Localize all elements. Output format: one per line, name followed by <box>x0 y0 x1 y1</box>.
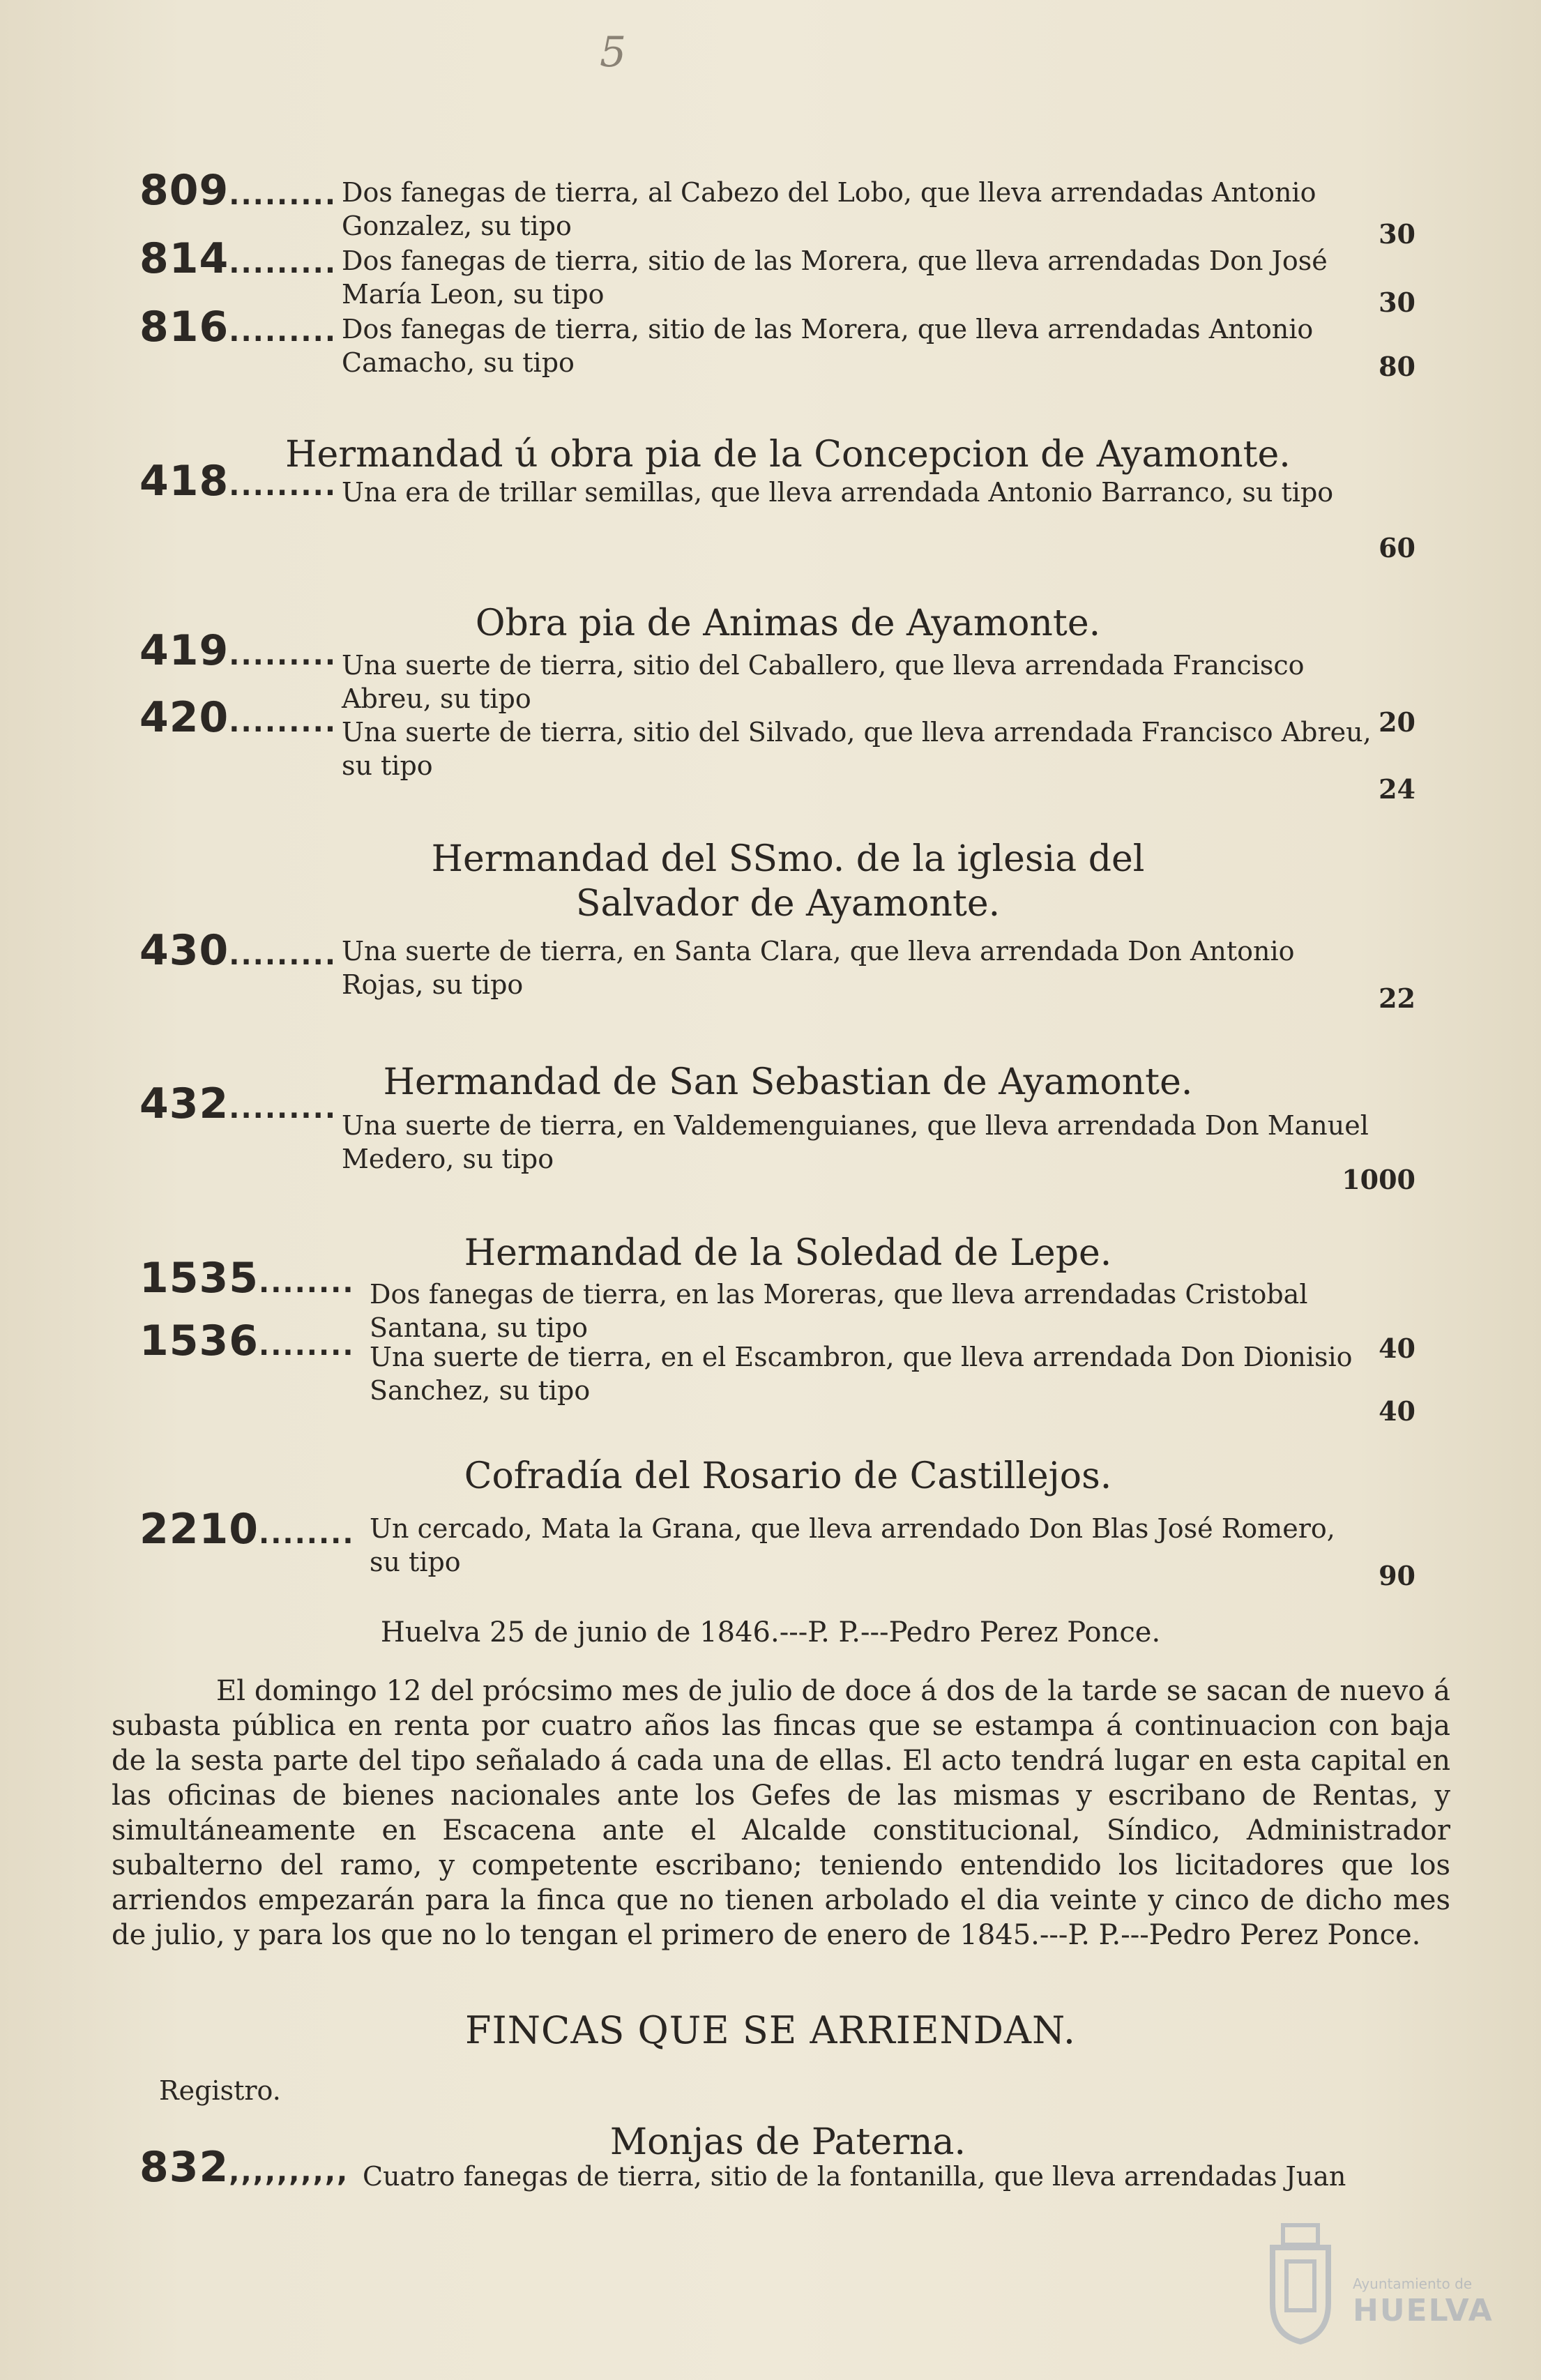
entry-text: Cuatro fanegas de tierra, sitio de la fontanilla, que lleva arrendadas Juan <box>363 2161 1346 2192</box>
entry-text: Una suerte de tierra, en Santa Clara, que lleva arrendada Don Antonio Rojas, su tipo <box>342 936 1295 1000</box>
entry-text: Una era de trillar semillas, que lleva arrendada Antonio Barranco, su tipo <box>342 477 1334 508</box>
heading-salvador: Hermandad del SSmo. de la iglesia del Salvador de Ayamonte. <box>431 838 1145 925</box>
entry-number: 832 <box>139 2143 229 2192</box>
entry-418: 418......... Una era de trillar semillas, que lleva arrendada Antonio Barranco, su tipo 60 <box>139 457 1415 563</box>
entry-number: 419 <box>139 626 229 675</box>
entry-809: 809......... Dos fanegas de tierra, al Cabezo del Lobo, que lleva arrendadas Antonio Gonzalez, su tipo 30 <box>139 166 1415 250</box>
entry-price: 40 <box>1379 1333 1415 1364</box>
entry-816: 816......... Dos fanegas de tierra, sitio de las Morera, que lleva arrendadas Antonio Camacho, su tipo 80 <box>139 303 1415 382</box>
section-title: FINCAS QUE SE ARRIENDAN. <box>464 2008 1077 2052</box>
entry-price: 22 <box>1379 983 1415 1014</box>
entry-832: 832,,,,,,,,,, Cuatro fanegas de tierra, sitio de la fontanilla, que lleva arrendadas Juan <box>139 2144 1436 2200</box>
entry-text: Una suerte de tierra, sitio del Caballero, que lleva arrendada Francisco Abreu, su tipo <box>342 650 1305 714</box>
entry-price: 90 <box>1379 1560 1415 1591</box>
entry-420: 420......... Una suerte de tierra, sitio del Silvado, que lleva arrendada Francisco Abreu, su tipo 24 <box>139 693 1415 805</box>
heading-soledad: Hermandad de la Soledad de Lepe. <box>464 1232 1112 1274</box>
entry-price: 1000 <box>1342 1164 1415 1195</box>
heading-san-sebastian: Hermandad de San Sebastian de Ayamonte. <box>383 1061 1193 1103</box>
entry-number: 420 <box>139 693 229 742</box>
entry-number: 816 <box>139 303 229 351</box>
entry-2210: 2210........ Un cercado, Mata la Grana, que lleva arrendado Don Blas José Romero, su tipo 90 <box>139 1505 1415 1591</box>
entry-text: Dos fanegas de tierra, sitio de las Morera, que lleva arrendadas Don José María Leon, su tipo <box>342 245 1328 310</box>
entry-text: Una suerte de tierra, sitio del Silvado, que lleva arrendada Francisco Abreu, su tipo <box>342 717 1372 781</box>
entry-number: 418 <box>139 457 229 506</box>
entry-text: Dos fanegas de tierra, en las Moreras, que lleva arrendadas Cristobal Santana, su tipo <box>370 1279 1308 1343</box>
entry-number: 814 <box>139 234 229 283</box>
watermark-large-text: HUELVA <box>1353 2293 1494 2328</box>
entry-price: 80 <box>1379 351 1415 382</box>
entry-814: 814......... Dos fanegas de tierra, sitio de las Morera, que lleva arrendadas Don José María Leon, su tipo 30 <box>139 234 1415 318</box>
entry-number: 809 <box>139 166 229 215</box>
page-mark: 5 <box>600 28 627 77</box>
entry-text: Dos fanegas de tierra, al Cabezo del Lobo, que lleva arrendadas Antonio Gonzalez, su tipo <box>342 177 1316 241</box>
entry-430: 430......... Una suerte de tierra, en Santa Clara, que lleva arrendada Don Antonio Rojas, su tipo 22 <box>139 926 1415 1014</box>
entry-432: 432......... Una suerte de tierra, en Valdemenguianes, que lleva arrendada Don Manuel Medero, su tipo 1000 <box>139 1079 1415 1195</box>
entry-number: 430 <box>139 926 229 975</box>
signature: Huelva 25 de junio de 1846.---P. P.---Pedro Perez Ponce. <box>380 1616 1161 1648</box>
entry-number: 2210 <box>139 1505 259 1554</box>
entry-number: 432 <box>139 1079 229 1128</box>
entry-419: 419......... Una suerte de tierra, sitio del Caballero, que lleva arrendada Francisco Abreu, su tipo 20 <box>139 626 1415 738</box>
entry-number: 1535 <box>139 1254 259 1303</box>
heading-paterna: Monjas de Paterna. <box>609 2121 966 2163</box>
entry-price: 24 <box>1379 773 1415 805</box>
ayuntamiento-watermark <box>1262 2220 1492 2352</box>
heading-concepcion: Hermandad ú obra pia de la Concepcion de Ayamonte. <box>285 434 1291 476</box>
announcement-paragraph: El domingo 12 del prócsimo mes de julio de doce á dos de la tarde se sacan de nuevo á subasta pública en renta por cuatro años las fincas que se estampa á continuacion con baja de la sesta parte del tipo señalado á cada una de ellas. El acto tendrá lugar en esta capital en las oficinas de bienes nacionales ante los Gefes de las mismas y escribano de Rentas, y simultáneamente en Escacena ante el Alcalde constitucional, Síndico, Administrador subalterno del ramo, y competente escribano; teniendo entendido los licitadores que los arriendos empezarán para la finca que no tienen arbolado el dia veinte y cinco de dicho mes de julio, y para los que no lo tengan el primero de enero de 1845.---P. P.---Pedro Perez Ponce. <box>112 1675 1450 1951</box>
entry-price: 20 <box>1379 706 1415 738</box>
entry-price: 30 <box>1379 287 1415 318</box>
heading-rosario: Cofradía del Rosario de Castillejos. <box>464 1455 1112 1497</box>
entry-price: 40 <box>1379 1395 1415 1427</box>
entry-price: 30 <box>1379 218 1415 250</box>
entry-1536: 1536........ Una suerte de tierra, en el Escambron, que lleva arrendada Don Dionisio Sanchez, su tipo 40 <box>139 1317 1415 1427</box>
watermark-small-text: Ayuntamiento de <box>1353 2275 1473 2292</box>
entry-text: Una suerte de tierra, en Valdemenguianes, que lleva arrendada Don Manuel Medero, su tipo <box>342 1110 1369 1174</box>
registro-label: Registro. <box>159 2075 281 2106</box>
entry-1535: 1535........ Dos fanegas de tierra, en las Moreras, que lleva arrendadas Cristobal Santana, su tipo 40 <box>139 1254 1415 1364</box>
entry-text: Dos fanegas de tierra, sitio de las Morera, que lleva arrendadas Antonio Camacho, su tipo <box>342 314 1314 378</box>
entry-text: Un cercado, Mata la Grana, que lleva arrendado Don Blas José Romero, su tipo <box>370 1513 1335 1577</box>
entry-price: 60 <box>1379 532 1415 563</box>
coat-of-arms-icon <box>1262 2220 1339 2345</box>
heading-animas: Obra pia de Animas de Ayamonte. <box>475 602 1101 644</box>
entry-text: Una suerte de tierra, en el Escambron, que lleva arrendada Don Dionisio Sanchez, su tipo <box>370 1342 1353 1406</box>
entry-number: 1536 <box>139 1317 259 1365</box>
